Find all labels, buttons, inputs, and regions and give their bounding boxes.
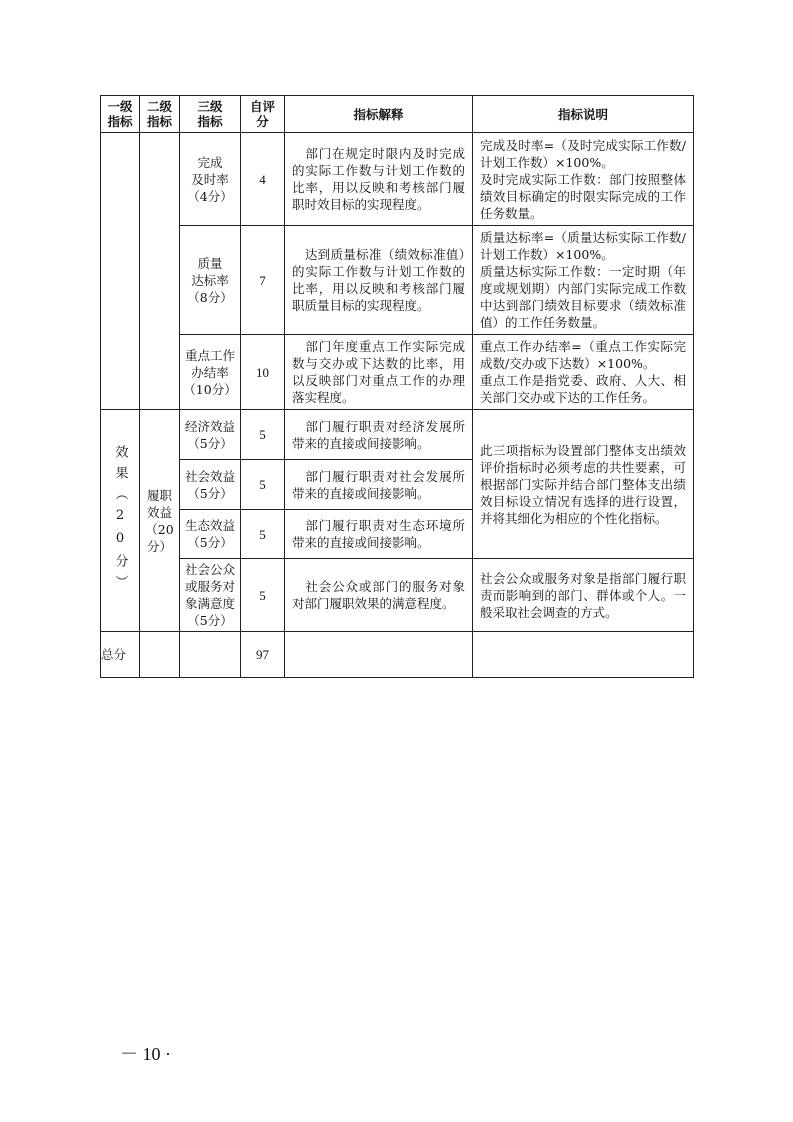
indicator-name: 经济效益 （5分）	[180, 410, 241, 460]
indicator-explain: 部门履行职责对经济发展所带来的直接或间接影响。	[285, 410, 473, 460]
indicator-name: 质量 达标率 （8分）	[180, 226, 241, 335]
indicator-explain: 社会公众或部门的服务对象对部门履职效果的满意程度。	[285, 559, 473, 632]
indicator-name: 重点工作 办结率 （10分）	[180, 335, 241, 410]
effect-level2-label: 履职 效益 （20 分）	[140, 410, 180, 632]
indicator-note: 社会公众或服务对象是指部门履行职责而影响到的部门、群体或个人。一般采取社会调查的方式。	[473, 559, 694, 632]
total-empty-cell	[473, 632, 694, 678]
indicator-explain: 达到质量标准（绩效标准值）的实际工作数与计划工作数的比率，用以反映和考核部门履职质量目标的实现程度。	[285, 226, 473, 335]
table-row	[101, 226, 694, 335]
header-level3: 三级 指标	[180, 96, 241, 133]
header-level2: 二级 指标	[140, 96, 180, 133]
total-empty-cell	[285, 632, 473, 678]
header-score: 自评 分	[241, 96, 285, 133]
indicator-score: 5	[241, 460, 285, 510]
table-row	[101, 335, 694, 410]
table-row	[101, 410, 694, 460]
indicator-explain: 部门履行职责对生态环境所带来的直接或间接影响。	[285, 510, 473, 559]
page-number: － 10 ·	[120, 1044, 171, 1064]
indicator-score: 10	[241, 335, 285, 410]
indicator-explain: 部门在规定时限内及时完成的实际工作数与计划工作数的比率，用以反映和考核部门履职时效目标的实现程度。	[285, 133, 473, 226]
total-score: 97	[241, 632, 285, 678]
indicator-note: 重点工作办结率=（重点工作实际完成数/交办或下达数）×100%。 重点工作是指党委、政府、人大、相关部门交办或下达的工作任务。	[473, 335, 694, 410]
indicator-score: 5	[241, 510, 285, 559]
indicator-note: 完成及时率=（及时完成实际工作数/计划工作数）×100%。 及时完成实际工作数：部门按照整体绩效目标确定的时限实际完成的工作任务数量。	[473, 133, 694, 226]
effect-level1-label: 效果（20分）	[112, 445, 128, 596]
header-note: 指标说明	[473, 96, 694, 133]
indicator-name: 社会效益 （5分）	[180, 460, 241, 510]
level2-empty-cell	[140, 133, 180, 410]
table-row	[101, 133, 694, 226]
table-row	[101, 559, 694, 632]
indicator-score: 5	[241, 410, 285, 460]
indicator-note: 质量达标率=（质量达标实际工作数/计划工作数）×100%。 质量达标实际工作数：一定时期（年度或规划期）内部门实际完成工作数中达到部门绩效目标要求（绩效标准值）的工作任务数量。	[473, 226, 694, 335]
indicator-score: 5	[241, 559, 285, 632]
indicator-name: 社会公众 或服务对 象满意度 （5分）	[180, 559, 241, 632]
evaluation-table	[100, 95, 694, 678]
indicator-score: 7	[241, 226, 285, 335]
shared-note: 此三项指标为设置部门整体支出绩效评价指标时必须考虑的共性要素，可根据部门实际并结合部门整体支出绩效目标设立情况有选择的进行设置，并将其细化为相应的个性化指标。	[473, 410, 694, 559]
header-explain: 指标解释	[285, 96, 473, 133]
total-empty-cell	[140, 632, 180, 678]
indicator-name: 生态效益 （5分）	[180, 510, 241, 559]
total-row	[101, 632, 694, 678]
total-empty-cell	[180, 632, 241, 678]
total-label: 总分	[101, 632, 140, 678]
indicator-name: 完成 及时率 （4分）	[180, 133, 241, 226]
indicator-score: 4	[241, 133, 285, 226]
header-level1: 一级 指标	[101, 96, 140, 133]
indicator-explain: 部门履行职责对社会发展所带来的直接或间接影响。	[285, 460, 473, 510]
indicator-explain: 部门年度重点工作实际完成数与交办或下达数的比率，用以反映部门对重点工作的办理落实程度。	[285, 335, 473, 410]
level1-empty-cell	[101, 133, 140, 410]
header-row	[101, 96, 694, 133]
effect-level1-cell	[101, 410, 140, 632]
